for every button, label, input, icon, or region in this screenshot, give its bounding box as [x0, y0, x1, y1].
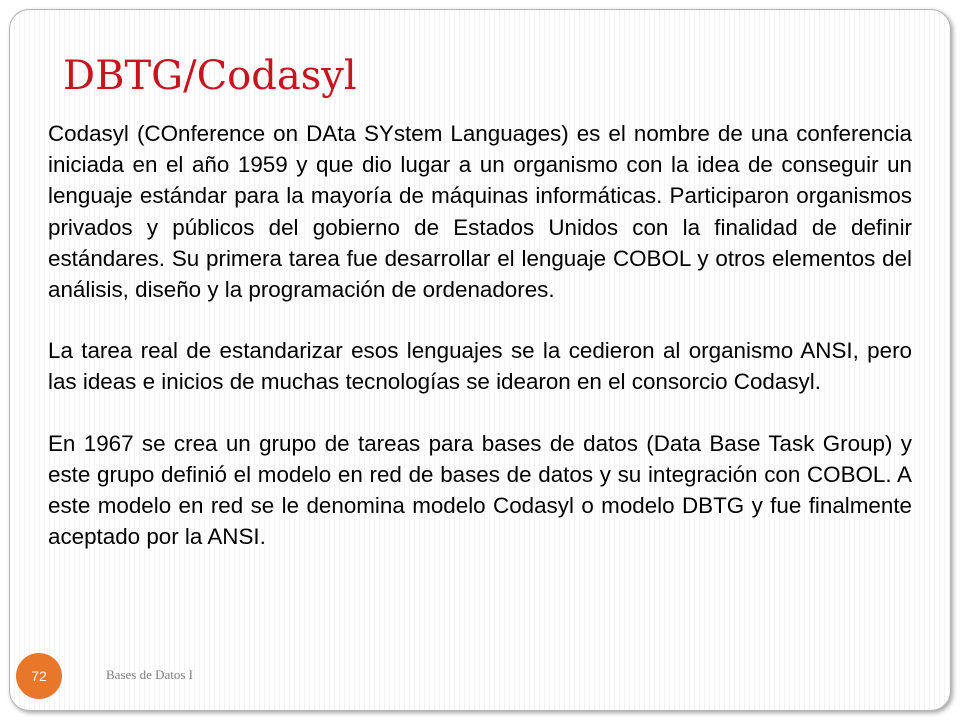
footer-text: Bases de Datos I [106, 667, 194, 682]
page-number-badge: 72 [16, 653, 62, 699]
slide-body [48, 118, 912, 552]
paragraph-ansi: La tarea real de estandarizar esos lenguajes se la cedieron al organismo ANSI, pero las ideas e inicios de muchas tecnologías se idearon en el consorcio Codasyl. [48, 338, 912, 395]
paragraph-dbtg: En 1967 se crea un grupo de tareas para bases de datos (Data Base Task Group) y este grupo definió el modelo en red de bases de datos y su integración con COBOL. A este modelo en red se le denomina modelo Codasyl o modelo DBTG y fue finalmente aceptado por la ANSI. [48, 430, 912, 550]
paragraph-codasyl-intro: Codasyl (COnference on DAta SYstem Languages) es el nombre de una conferencia iniciada en el año 1959 y que dio lugar a un organismo con la idea de conseguir un lenguaje estándar para la mayoría de máquinas informáticas. Participaron organismos privados y públicos del gobierno de Estados Unidos con la finalidad de definir estándares. Su primera tarea fue desarrollar el lenguaje COBOL y otros elementos del análisis, diseño y la programación de ordenadores. [48, 121, 912, 303]
slide-title: DBTG/Codasyl [63, 53, 357, 99]
